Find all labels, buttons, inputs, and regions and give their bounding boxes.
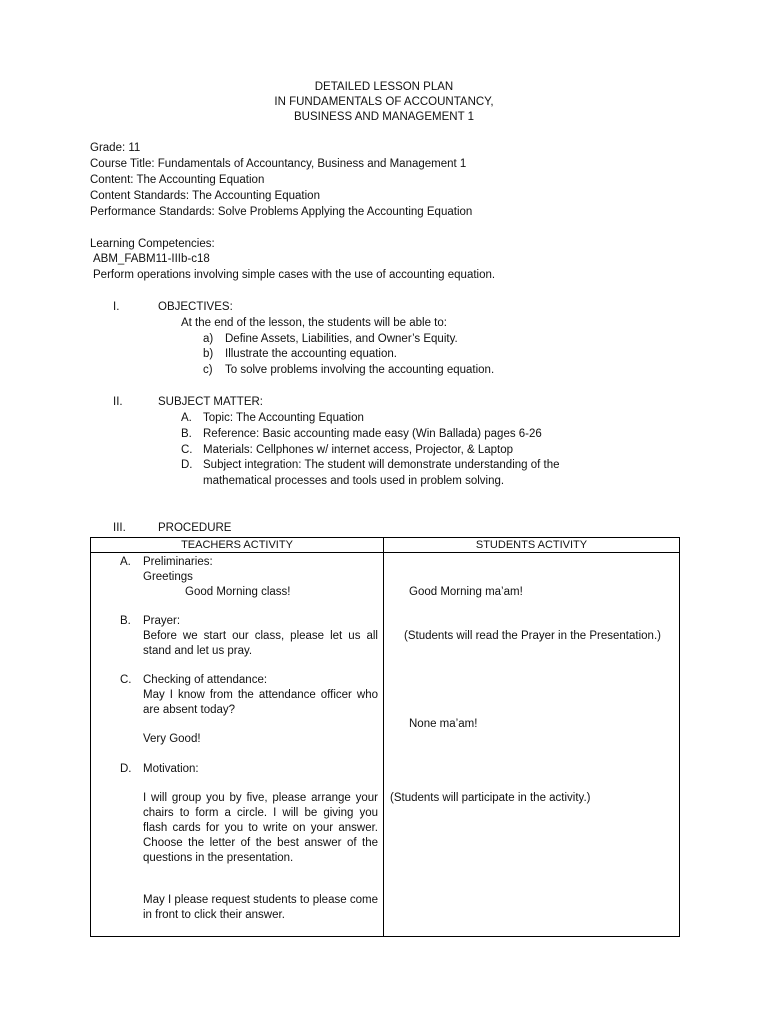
teachers-activity-header: TEACHERS ACTIVITY <box>91 538 384 553</box>
teacher-greeting: Good Morning class! <box>185 586 291 598</box>
teacher-motivation-request: May I please request students to please come in front to click their answer. <box>143 894 378 921</box>
procedure-table <box>90 537 680 937</box>
list-text: Illustrate the accounting equation. <box>225 348 397 360</box>
objective-item <box>203 347 397 362</box>
table-row <box>91 553 680 937</box>
student-column <box>384 553 680 937</box>
subject-numeral: II. <box>113 396 123 408</box>
list-letter: b) <box>203 348 214 360</box>
student-motivation-response: (Students will participate in the activity.) <box>390 792 591 804</box>
info-grade <box>90 141 140 156</box>
teacher-very-good: Very Good! <box>143 733 201 745</box>
subject-item <box>181 458 560 473</box>
info-value: : Fundamentals of Accountancy, Business and Management 1 <box>151 158 467 170</box>
title-line-3: BUSINESS AND MANAGEMENT 1 <box>294 111 474 123</box>
objective-item <box>203 332 458 347</box>
info-label: Grade <box>90 142 122 154</box>
info-course-title <box>90 157 466 172</box>
list-text: Topic: The Accounting Equation <box>203 412 364 424</box>
list-letter: C. <box>181 444 193 456</box>
info-value: : The Accounting Equation <box>130 174 265 186</box>
subject-item-continuation: mathematical processes and tools used in problem solving. <box>203 475 505 487</box>
info-value: : The Accounting Equation <box>185 190 320 202</box>
objective-item <box>203 363 494 378</box>
subject-item <box>181 427 542 442</box>
objectives-intro: At the end of the lesson, the students will be able to: <box>181 317 447 329</box>
list-text: Reference: Basic accounting made easy (Win Ballada) pages 6-26 <box>203 428 542 440</box>
info-value: : 11 <box>121 142 141 154</box>
teacher-prayer-text: Before we start our class, please let us all stand and let us pray. <box>143 630 378 657</box>
preliminaries-letter: A. <box>120 556 131 568</box>
info-value: : Solve Problems Applying the Accounting Equation <box>211 206 473 218</box>
subject-heading: SUBJECT MATTER: <box>158 396 263 408</box>
list-text: Subject integration: The student will demonstrate understanding of the <box>203 459 560 471</box>
list-letter: A. <box>181 412 192 424</box>
list-letter: D. <box>181 459 193 471</box>
student-attendance-response: None ma’am! <box>409 718 478 730</box>
teacher-column <box>91 553 384 937</box>
info-performance-standards <box>90 205 472 220</box>
title-line-2: IN FUNDAMENTALS OF ACCOUNTANCY, <box>274 96 494 108</box>
subject-item <box>181 411 364 426</box>
student-greeting: Good Morning ma’am! <box>409 586 523 598</box>
competencies-heading: Learning Competencies: <box>90 238 215 250</box>
list-letter: B. <box>181 428 192 440</box>
teacher-motivation-text: I will group you by five, please arrange your chairs to form a circle. I will be giving you flash cards for you to write on your answer. Choose the letter of the best answer of the questions in the presentation. <box>143 792 378 864</box>
motivation-heading: Motivation: <box>143 763 199 775</box>
info-content <box>90 173 264 188</box>
prayer-heading: Prayer: <box>143 615 181 627</box>
prayer-letter: B. <box>120 615 131 627</box>
greetings-text: Greetings <box>143 571 193 583</box>
info-label: Course Title <box>90 158 152 170</box>
students-activity-header: STUDENTS ACTIVITY <box>384 538 680 553</box>
list-text: Materials: Cellphones w/ internet access, Projector, & Laptop <box>203 444 514 456</box>
objectives-numeral: I. <box>113 301 120 313</box>
table-header-row <box>91 538 680 553</box>
list-letter: c) <box>203 364 213 376</box>
list-text: To solve problems involving the accounting equation. <box>225 364 495 376</box>
subject-item <box>181 443 513 458</box>
procedure-numeral: III. <box>113 522 126 534</box>
title-line-1: DETAILED LESSON PLAN <box>314 81 454 93</box>
competency-code: ABM_FABM11-IIIb-c18 <box>93 253 210 265</box>
info-content-standards <box>90 189 320 204</box>
list-text: Define Assets, Liabilities, and Owner’s Equity. <box>225 333 458 345</box>
list-letter: a) <box>203 333 214 345</box>
preliminaries-heading: Preliminaries: <box>143 556 213 568</box>
attendance-heading: Checking of attendance: <box>143 674 268 686</box>
info-label: Content <box>90 174 131 186</box>
procedure-heading: PROCEDURE <box>158 522 232 534</box>
competency-text: Perform operations involving simple cases with the use of accounting equation. <box>93 269 496 281</box>
info-label: Content Standards <box>90 190 186 202</box>
teacher-attendance-text: May I know from the attendance officer who are absent today? <box>143 689 378 716</box>
student-prayer-text: (Students will read the Prayer in the Presentation.) <box>404 630 661 642</box>
objectives-heading: OBJECTIVES: <box>158 301 233 313</box>
motivation-letter: D. <box>120 763 132 775</box>
attendance-letter: C. <box>120 674 132 686</box>
info-label: Performance Standards <box>90 206 212 218</box>
